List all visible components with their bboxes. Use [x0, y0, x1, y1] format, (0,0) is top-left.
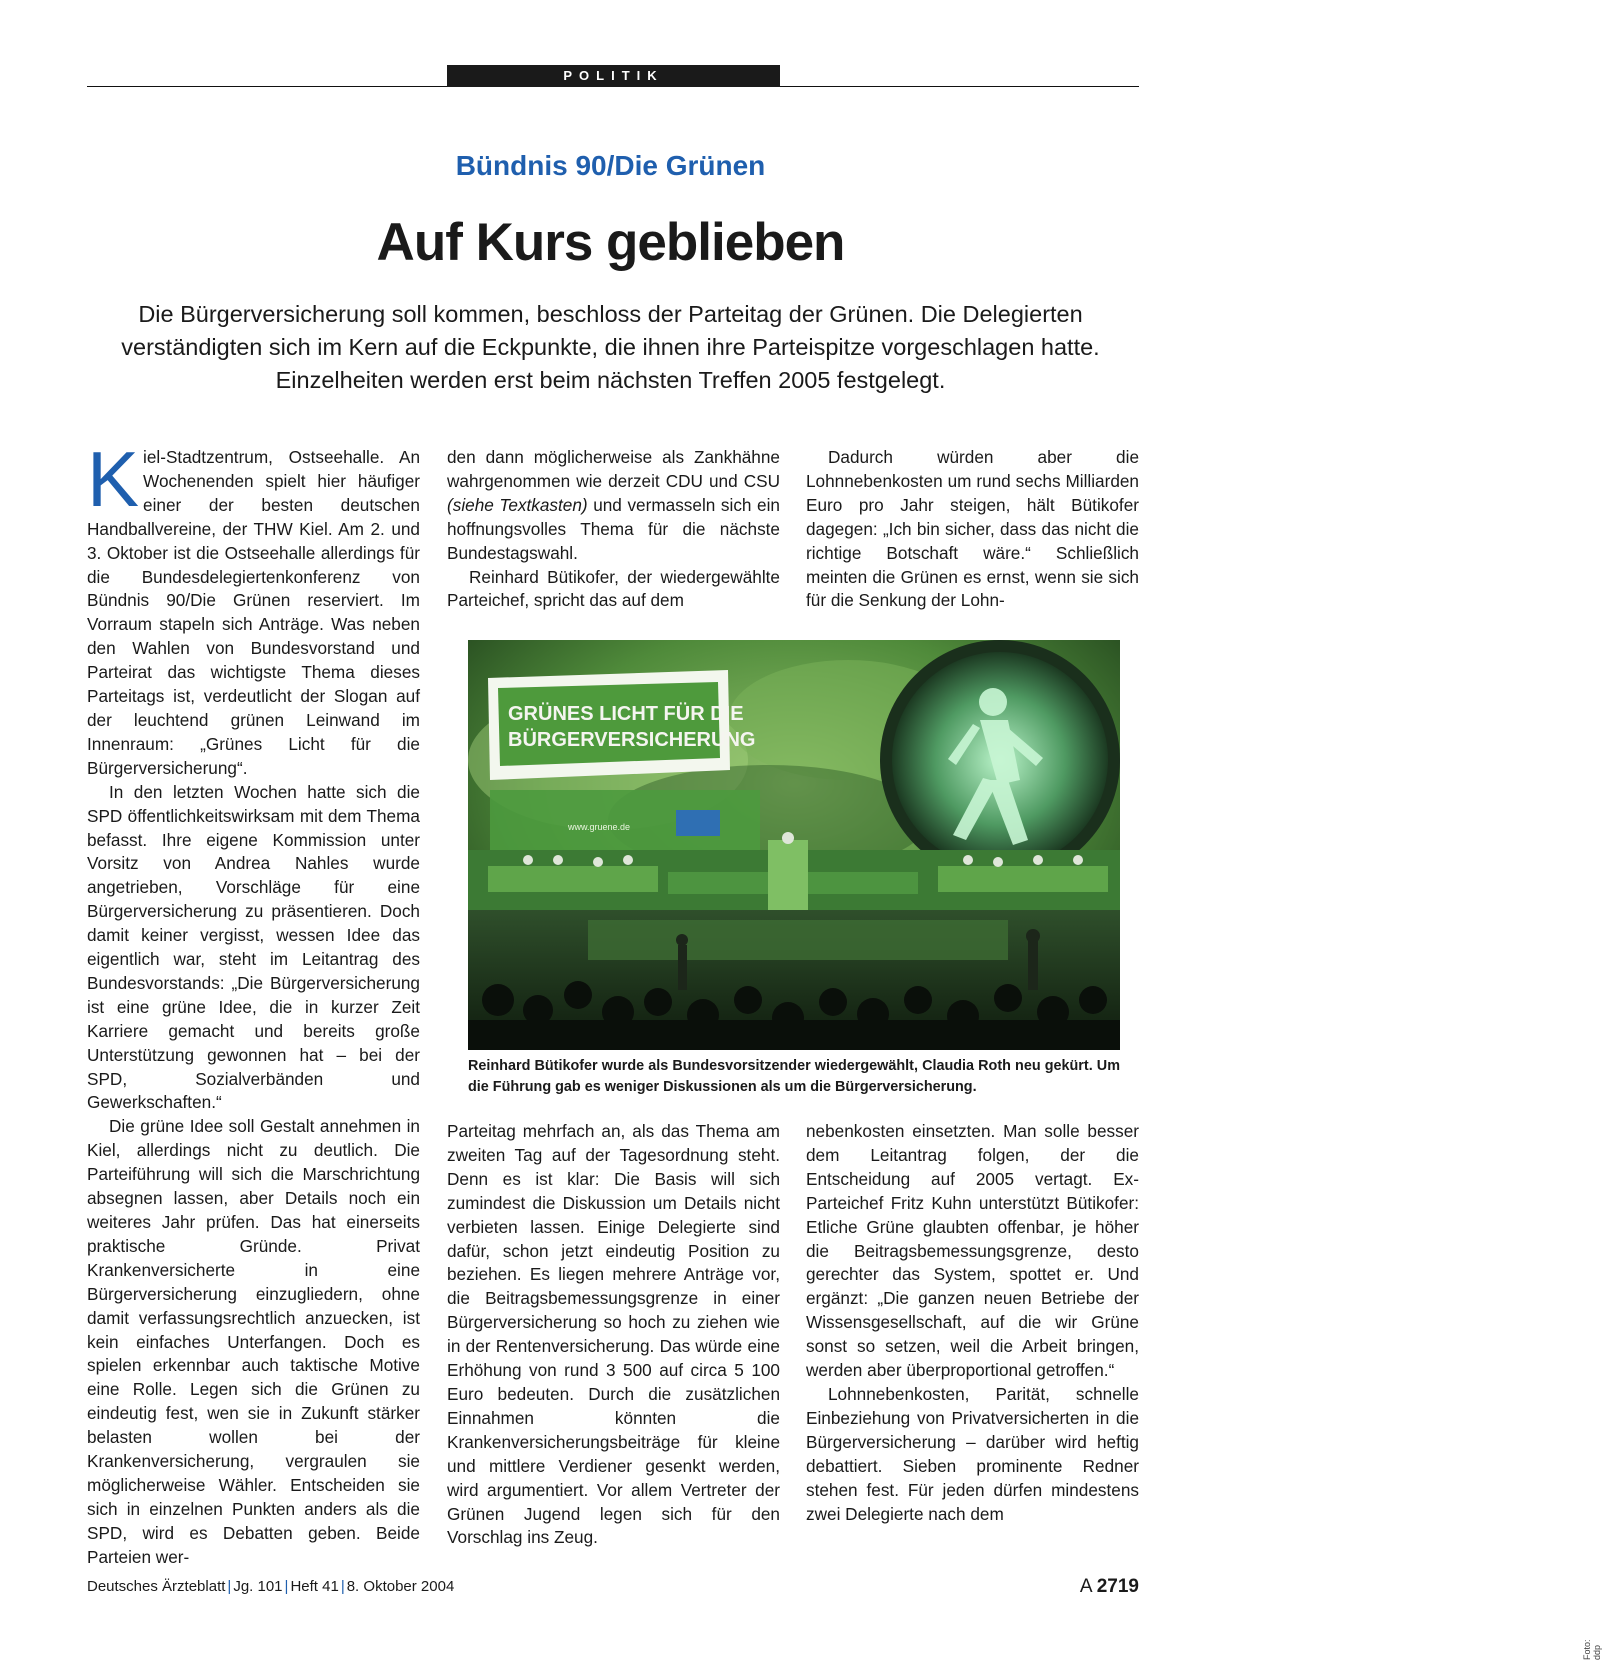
paragraph: Dadurch würden aber die Lohnnebenkosten um rund sechs Milliarden Euro pro Jahr steigen, hält Bütikofer dagegen: „Ich bin sicher, dass das nicht die richtige Botschaft wäre.“ Schließlich meinten die Grünen es ernst, wenn sie sich für die Senkung der Lohn- [806, 447, 1139, 611]
page-number-value: 2719 [1096, 1576, 1139, 1597]
drop-cap: K [87, 435, 140, 523]
paragraph-text: und vermasseln sich ein hoffnungsvolles Thema für die nächste Bundestagswahl. [447, 494, 780, 563]
paragraph: Die grüne Idee soll Gestalt annehmen in Kiel, allerdings nicht zu deutlich. Die Parteiführung will sich die Marschrichtung absegnen lassen, aber Details noch ein weiteres Jahr prüfen. Das hat einerseits praktische Gründe. Privat Krankenversicherte in eine Bürgerversicherung einzugliedern, ohne damit verfassungsrechtlich anzuecken, ist kein einfaches Unterfangen. Doch es spielen erkennbar auch taktische Motive eine Rolle. Legen sich die Grünen zu eindeutig fest, wen sie in Zukunft stärker belasten wollen bei der Krankenversicherung, vergraulen sie möglicherweise Wähler. Entscheiden sie sich in einzelnen Punkten anders als die SPD, wird es Debatten geben. Beide Parteien wer- [87, 1116, 420, 1567]
article-kicker: Bündnis 90/Die Grünen [455, 150, 766, 181]
citation: Deutsches Ärzteblatt | Jg. 101 | Heft 41 | 8. Oktober 2004 [87, 1578, 455, 1595]
photo-caption: Reinhard Bütikofer wurde als Bundesvorsitzender wiedergewählt, Claudia Roth neu gekürt. Um die Führung gab es weniger Diskussionen als um die Bürgerversicherung. [468, 1058, 1120, 1095]
paragraph [87, 435, 420, 781]
article-column-2-bottom [447, 1120, 780, 1550]
paragraph: Parteitag mehrfach an, als das Thema am zweiten Tag auf der Tagesordnung steht. Denn es ist klar: Die Basis will sich zumindest die Diskussion um Details nicht verbieten lassen. Einige Delegierte sind dafür, schon jetzt eindeutig Position zu beziehen. Es liegen mehrere Anträge vor, die Beitragsbemessungsgrenze in einer Bürgerversicherung so hoch zu ziehen wie in der Rentenversicherung. Das würde eine Erhöhung von rund 3 500 auf circa 5 100 Euro bedeuten. Durch die zusätzlichen Einnahmen könnten die Krankenversicherungsbeiträge für kleine und mittlere Verdiener gesenkt werden, wird argumentiert. Vor allem Vertreter der Grünen Jugend legen sich für den Vorschlag ins Zeug. [447, 1121, 780, 1548]
journal-name: Deutsches Ärzteblatt [87, 1578, 226, 1595]
page-number [1080, 1576, 1139, 1598]
issue-date: 8. Oktober 2004 [346, 1578, 455, 1595]
page-footer [87, 1578, 1139, 1602]
banner-text-1: GRÜNES LICHT FÜR DIE [508, 703, 744, 725]
article-column-3-bottom [806, 1120, 1139, 1526]
banner-url: www.gruene.de [568, 822, 631, 832]
section-rubric: POLITIK [447, 65, 780, 87]
paragraph: In den letzten Wochen hatte sich die SPD öffentlichkeitswirksam mit dem Thema befasst. Ihre eigene Kommission unter Vorsitz von Andrea Nahles wurde angetrieben, Vorschläge für eine Bürgerversicherung zu präsentieren. Doch damit keiner vergisst, wessen Idee das eigentlich war, steht im Leitantrag des Bundesvorstands: „Die Bürgerversicherung ist eine grüne Idee, die in kurzer Zeit Karriere gemacht und bereits große Unterstützung gewonnen hat – bei der SPD, Sozialverbänden und Gewerkschaften.“ [87, 781, 420, 1113]
paragraph-text: iel-Stadtzentrum, Ostseehalle. An Wochenenden spielt hier häufiger einer der besten deutschen Handballvereine, der THW Kiel. Am 2. und 3. Oktober ist die Ostseehalle allerdings für die Bundesdelegiertenkonferenz von Bündnis 90/Die Grünen reserviert. Im Vorraum stapeln sich Anträge. Was neben den Wahlen von Bundesvorstand und Parteirat das wichtigste Thema dieses Parteitags ist, verdeutlicht der Slogan auf der leuchtend grünen Leinwand im Innenraum: „Grünes Licht für die Bürgerversicherung“. [87, 447, 420, 778]
photo-illustration [468, 640, 1120, 1050]
paragraph [447, 446, 780, 566]
article-lead: Die Bürgerversicherung soll kommen, beschloss der Parteitag der Grünen. Die Delegierten verständigten sich im Kern auf die Eckpunkte, die ihnen ihre Parteispitze vorgeschlagen hatte. Einzelheiten werden erst beim nächsten Treffen 2005 festgelegt. [121, 301, 1100, 393]
banner-text-2: BÜRGERVERSICHERUNG [508, 729, 756, 751]
paragraph: nebenkosten einsetzten. Man solle besser dem Leitantrag folgen, der die Entscheidung auf 2005 vertagt. Ex-Parteichef Fritz Kuhn unterstützt Bütikofer: Etliche Grüne glaubten offenbar, je höher die Beitragsbemessungsgrenze, desto gerechter das System, spottet er. Und ergänzt: „Die ganzen neuen Betriebe der Wissensgesellschaft, auf die wir Grüne sonst so setzen, weil die Arbeit bringen, werden aber überproportional getroffen.“ [806, 1121, 1139, 1381]
cross-reference: (siehe Textkasten) [447, 494, 588, 515]
article-column-3-top [806, 446, 1139, 613]
article-column-2-top [447, 446, 780, 613]
issue: Heft 41 [290, 1578, 339, 1595]
volume: Jg. 101 [233, 1578, 283, 1595]
party-logo [676, 810, 720, 836]
article-column-1 [87, 435, 420, 1570]
photo-credit: Foto: ddp [1582, 1639, 1602, 1660]
article-headline: Auf Kurs geblieben [376, 213, 845, 272]
paragraph: Lohnnebenkosten, Parität, schnelle Einbeziehung von Privatversicherten in die Bürgerversicherung – darüber wird heftig debattiert. Sieben prominente Redner stehen fest. Für jeden dürfen mindestens zwei Delegierte nach dem [806, 1383, 1139, 1524]
page-prefix: A [1079, 1576, 1092, 1597]
paragraph-text: den dann möglicherweise als Zankhähne wahrgenommen wie derzeit CDU und CSU [447, 447, 780, 491]
paragraph: Reinhard Bütikofer, der wiedergewählte Parteichef, spricht das auf dem [447, 566, 780, 611]
